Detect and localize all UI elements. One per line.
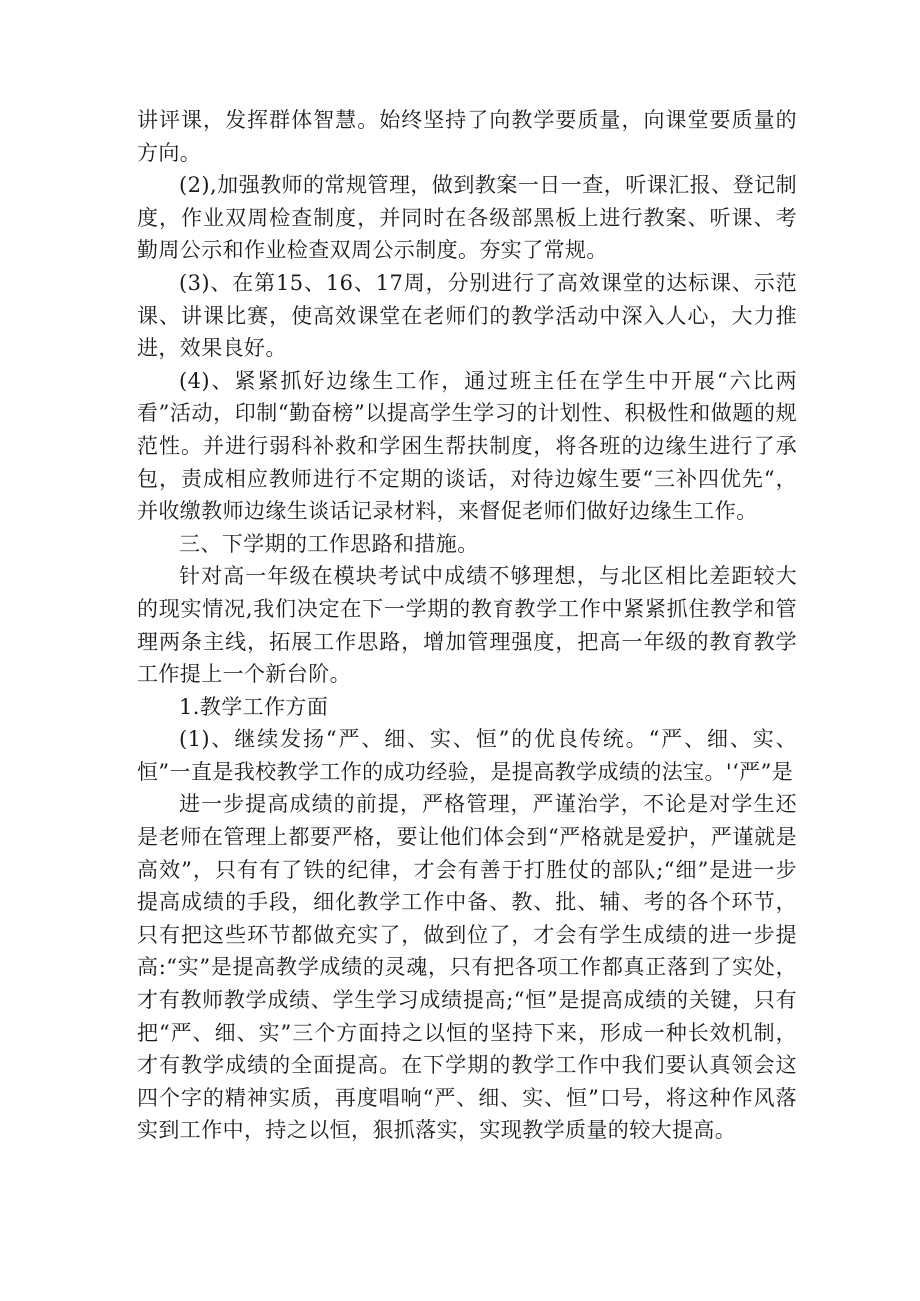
- paragraph-4: (4)、紧紧抓好边缘生工作，通过班主任在学生中开展“六比两看”活动，印制“勤奋榜”以提高学生学习的计划性、积极性和做题的规范性。并进行弱科补救和学困生帮扶制度，将各班的边缘生进行了承包，责成相应教师进行不定期的谈话，对待边嫁生要“三补四优先“，并收缴教师边缘生谈话记录材料，来督促老师们做好边缘生工作。: [137, 368, 797, 524]
- paragraph-6: 针对高一年级在模块考试中成绩不够理想，与北区相比差距较大的现实情况,我们决定在下一学期的教育教学工作中紧紧抓住教学和管理两条主线，拓展工作思路，增加管理强度，把高一年级的教育教学工作提上一个新台阶。: [137, 564, 797, 687]
- paragraph-8: (1)、继续发扬“严、细、实、恒”的优良传统。“严、细、实、恒”一直是我校教学工作的成功经验，是提高教学成绩的法宝。'‘严”是: [137, 727, 797, 784]
- paragraph-2: (2),加强教师的常规管理，做到教案一日一查，听课汇报、登记制度，作业双周检查制度，并同时在各级部黑板上进行教案、听课、考勤周公示和作业检查双周公示制度。夯实了常规。: [137, 173, 797, 263]
- subheading-teaching-work: 1.教学工作方面: [179, 694, 329, 719]
- paragraph-1: 讲评课，发挥群体智慧。始终坚持了向教学要质量，向课堂要质量的方向。: [137, 108, 797, 165]
- section-heading-3: 三、下学期的工作思路和措施。: [179, 531, 479, 556]
- paragraph-3: (3)、在第15、16、17周，分别进行了高效课堂的达标课、示范课、讲课比赛，使高效课堂在老师们的教学活动中深入人心，大力推进，效果良好。: [137, 270, 797, 361]
- document-page: [137, 104, 797, 1147]
- paragraph-9: 进一步提高成绩的前提，严格管理，严谨治学，不论是对学生还是老师在管理上都要严格，要让他们体会到“严格就是爱护，严谨就是高效”，只有有了铁的纪律，才会有善于打胜仗的部队;“细”是进一步提高成绩的手段，细化教学工作中备、教、批、辅、考的各个环节，只有把这些环节都做充实了，做到位了，才会有学生成绩的进一步提高:“实”是提高教学成绩的灵魂，只有把各项工作都真正落到了实处，才有教师教学成绩、学生学习成绩提高;“恒”是提高成绩的关键，只有把“严、细、实”三个方面持之以恒的坚持下来，形成一种长效机制，才有教学成绩的全面提高。在下学期的教学工作中我们要认真领会这四个字的精神实质，再度唱响“严、细、实、恒”口号，将这种作风落实到工作中，持之以恒，狠抓落实，实现教学质量的较大提高。: [137, 792, 797, 1143]
